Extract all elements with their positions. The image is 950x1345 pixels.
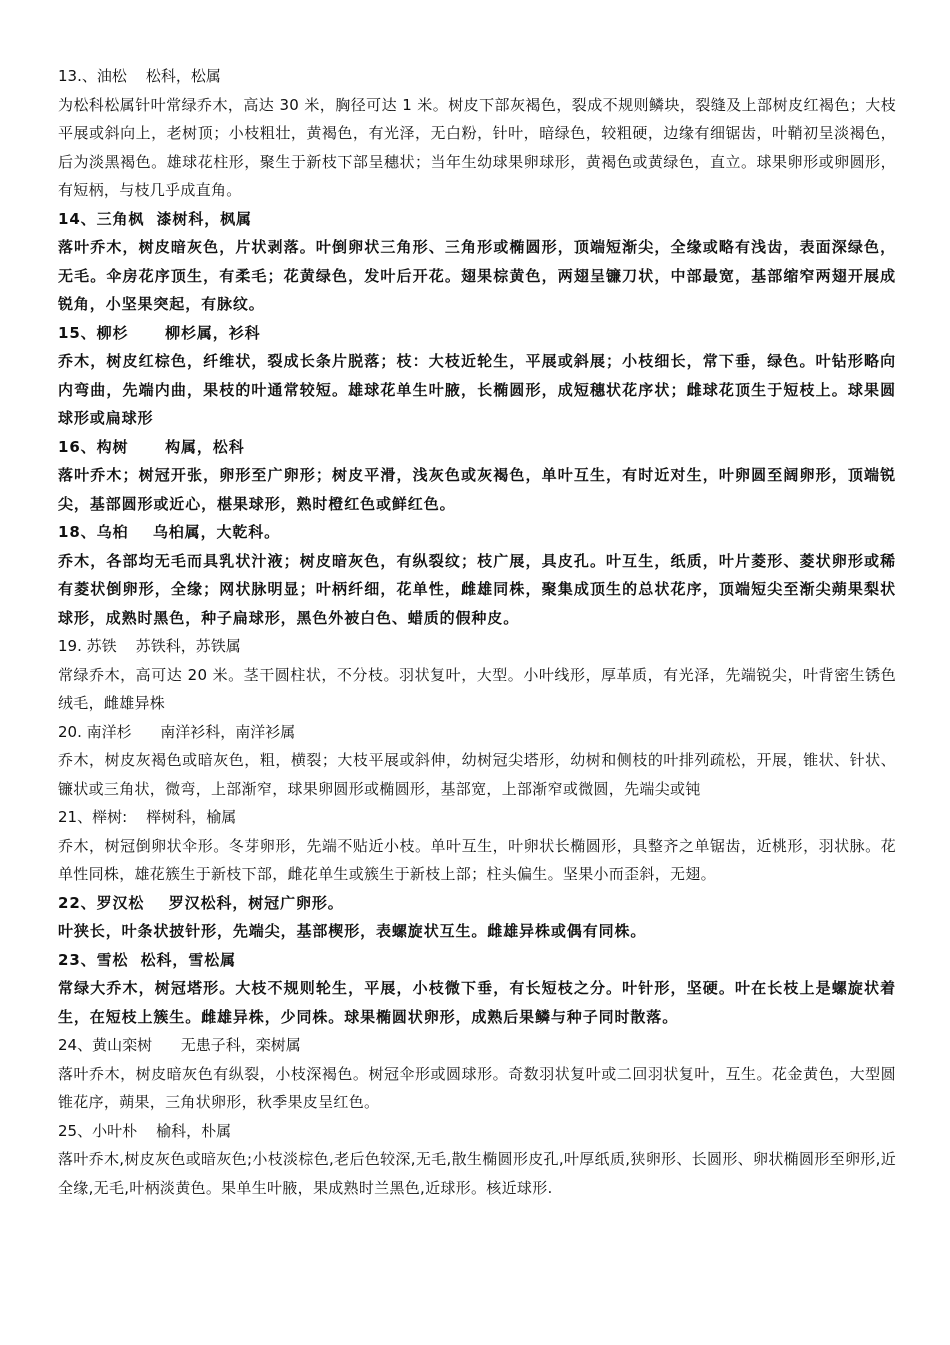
entry-heading: 16、构树 构属，松科	[58, 437, 245, 456]
entry-wujiu	[58, 518, 896, 632]
entry-heading: 13.、油松 松科，松属	[58, 67, 221, 85]
entry-nanyangshan	[58, 718, 896, 804]
document-page	[58, 62, 896, 1202]
entry-heading: 19. 苏铁 苏铁科，苏铁属	[58, 637, 241, 655]
entry-huangshanluanshu	[58, 1031, 896, 1117]
entry-sutie	[58, 632, 896, 718]
entry-xuesong	[58, 946, 896, 1032]
entry-jushu	[58, 803, 896, 889]
entry-heading: 20. 南洋杉 南洋衫科，南洋衫属	[58, 722, 296, 741]
entry-goushu	[58, 433, 896, 519]
entry-heading: 24、黄山栾树 无患子科，栾树属	[58, 1036, 301, 1054]
entry-youzong	[58, 62, 896, 205]
entry-heading: 18、乌桕 乌桕属，大乾科。	[58, 523, 281, 541]
entry-heading: 15、柳杉 柳杉属，衫科	[58, 323, 261, 342]
entry-heading: 14、三角枫 漆树科，枫属	[58, 209, 252, 228]
entry-description: 落叶乔木,树皮灰色或暗灰色;小枝淡棕色,老后色较深,无毛,散生椭圆形皮孔,叶厚纸质,狭卵形、长圆形、卵状椭圆形至卵形,近全缘,无毛,叶柄淡黄色。果单生叶腋，果成熟时兰黑色,近球形。核近球形.	[58, 1150, 896, 1197]
entry-description: 常绿乔木，高可达 20 米。茎干圆柱状，不分枝。羽状复叶，大型。小叶线形，厚革质，有光泽，先端锐尖，叶背密生锈色绒毛，雌雄异株	[58, 665, 896, 712]
entry-description: 乔木，树皮红棕色，纤维状，裂成长条片脱落；枝：大枝近轮生，平展或斜展；小枝细长，常下垂，绿色。叶钻形略向内弯曲，先端内曲，果枝的叶通常较短。雄球花单生叶腋，长椭圆形，成短穗状花序状；雌球花顶生于短枝上。球果圆球形或扁球形	[58, 352, 896, 427]
entry-description: 常绿大乔木，树冠塔形。大枝不规则轮生，平展，小枝微下垂，有长短枝之分。叶针形，坚硬。叶在长枝上是螺旋状着生，在短枝上簇生。雌雄异株，少同株。球果椭圆状卵形，成熟后果鳞与种子同时散落。	[58, 979, 896, 1026]
entry-description: 乔木，树冠倒卵状伞形。冬芽卵形，先端不贴近小枝。单叶互生，叶卵状长椭圆形，具整齐之单锯齿，近桃形，羽状脉。花单性同株，雄花簇生于新枝下部，雌花单生或簇生于新枝上部；柱头偏生。坚果小而歪斜，无翅。	[58, 836, 896, 883]
entry-description: 落叶乔木，树皮暗灰色有纵裂，小枝深褐色。树冠伞形或圆球形。奇数羽状复叶或二回羽状复叶，互生。花金黄色，大型圆锥花序，蒴果，三角状卵形，秋季果皮呈红色。	[58, 1064, 896, 1111]
entry-description: 为松科松属针叶常绿乔木，高达 30 米，胸径可达 1 米。树皮下部灰褐色，裂成不规则鳞块，裂缝及上部树皮红褐色；大枝平展或斜向上，老树顶；小枝粗壮，黄褐色，有光泽，无白粉，针叶，暗绿色，较粗硬，边缘有细锯齿，叶鞘初呈淡褐色，后为淡黑褐色。雄球花柱形，聚生于新枝下部呈穗状；当年生幼球果卵球形，黄褐色或黄绿色，直立。球果卵形或卵圆形，有短柄，与枝几乎成直角。	[58, 95, 896, 199]
entry-heading: 25、小叶朴 榆科，朴属	[58, 1121, 232, 1140]
entry-description: 乔木，各部均无毛而具乳状汁液；树皮暗灰色，有纵裂纹；枝广展，具皮孔。叶互生，纸质，叶片菱形、菱状卵形或稀有菱状倒卵形，全缘；网状脉明显；叶柄纤细，花单性，雌雄同株，聚集成顶生的总状花序，顶端短尖至渐尖蒴果梨状球形，成熟时黑色，种子扁球形，黑色外被白色、蜡质的假种皮。	[58, 551, 896, 627]
entry-description: 乔木，树皮灰褐色或暗灰色，粗，横裂；大枝平展或斜伸，幼树冠尖塔形，幼树和侧枝的叶排列疏松，开展，锥状、针状、镰状或三角状，微弯，上部渐窄，球果卵圆形或椭圆形，基部宽，上部渐窄或微圆，先端尖或钝	[58, 751, 896, 798]
entry-heading: 21、榉树: 榉树科，榆属	[58, 808, 237, 826]
entry-liushan	[58, 319, 896, 433]
entry-description: 落叶乔木，树皮暗灰色，片状剥落。叶倒卵状三角形、三角形或椭圆形，顶端短渐尖，全缘或略有浅齿，表面深绿色，无毛。伞房花序顶生，有柔毛；花黄绿色，发叶后开花。翅果棕黄色，两翅呈镰刀状，中部最宽，基部缩窄两翅开展成锐角，小坚果突起，有脉纹。	[58, 238, 896, 313]
entry-xiaoyepu	[58, 1117, 896, 1203]
entry-luohansong	[58, 889, 896, 946]
entry-heading: 22、罗汉松 罗汉松科，树冠广卵形。	[58, 893, 344, 912]
entry-heading: 23、雪松 松科，雪松属	[58, 950, 237, 969]
entry-sanjiaofeng	[58, 205, 896, 319]
entry-description: 落叶乔木；树冠开张，卵形至广卵形；树皮平滑，浅灰色或灰褐色，单叶互生，有时近对生，叶卵圆至阔卵形，顶端锐尖，基部圆形或近心，椹果球形，熟时橙红色或鲜红色。	[58, 466, 896, 513]
entry-description: 叶狭长，叶条状披针形，先端尖，基部楔形，表螺旋状互生。雌雄异株或偶有同株。	[58, 922, 647, 940]
